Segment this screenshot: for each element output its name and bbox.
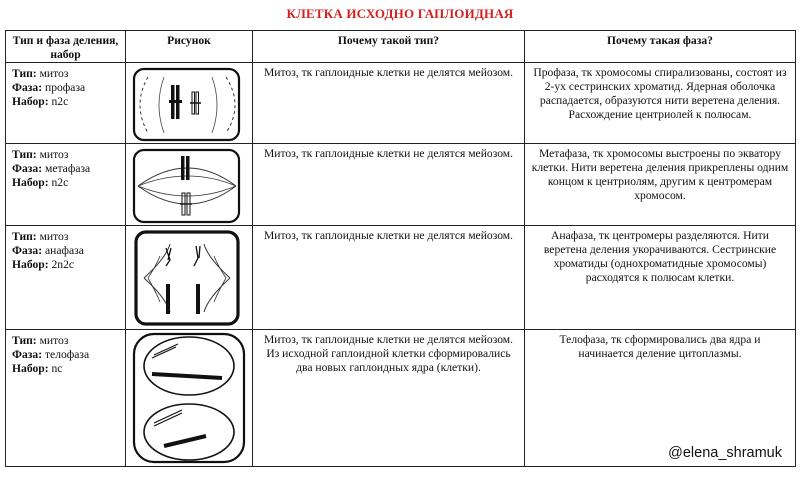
why-type-cell: Митоз, тк гаплоидные клетки не делятся мейозом. xyxy=(253,144,525,226)
type-value: митоз xyxy=(39,148,69,161)
set-value: n2c xyxy=(51,95,69,108)
type-value: митоз xyxy=(39,67,69,80)
drawing-cell xyxy=(126,144,253,226)
type-phase-cell: Тип: митоз Фаза: метафаза Набор: n2c xyxy=(6,144,126,226)
header-drawing: Рисунок xyxy=(126,31,253,63)
metaphase-drawing xyxy=(126,144,253,226)
drawing-cell xyxy=(126,226,253,330)
telophase-drawing xyxy=(126,330,253,468)
type-value: митоз xyxy=(39,230,69,243)
table-row xyxy=(6,226,796,330)
header-why-phase: Почему такая фаза? xyxy=(525,31,796,63)
prophase-drawing xyxy=(126,63,253,144)
type-value: митоз xyxy=(39,334,69,347)
page-title: КЛЕТКА ИСХОДНО ГАПЛОИДНАЯ xyxy=(286,6,514,21)
header-type-phase: Тип и фаза деления, набор xyxy=(6,31,126,63)
set-value: 2n2c xyxy=(51,258,75,271)
drawing-cell xyxy=(126,330,253,467)
header-row xyxy=(6,31,796,63)
phase-value: метафаза xyxy=(44,162,91,175)
type-phase-cell: Тип: митоз Фаза: телофаза Набор: nc xyxy=(6,330,126,467)
phase-value: профаза xyxy=(44,81,86,94)
table-row xyxy=(6,63,796,144)
header-why-type: Почему такой тип? xyxy=(253,31,525,63)
type-phase-cell: Тип: митоз Фаза: профаза Набор: n2c xyxy=(6,63,126,144)
table-row xyxy=(6,144,796,226)
why-phase-cell: Профаза, тк хромосомы спирализованы, состоят из 2-ух сестринских хроматид. Ядерная оболочка распадается, образуются нити веретена деления. Расхождение центриолей к полюсам. xyxy=(525,63,796,144)
set-value: n2c xyxy=(51,176,69,189)
type-phase-cell: Тип: митоз Фаза: анафаза Набор: 2n2c xyxy=(6,226,126,330)
watermark: @elena_shramuk xyxy=(668,445,782,461)
phase-value: телофаза xyxy=(44,348,90,361)
set-value: nc xyxy=(51,362,63,375)
why-type-cell: Митоз, тк гаплоидные клетки не делятся мейозом. xyxy=(253,63,525,144)
why-type-cell: Митоз, тк гаплоидные клетки не делятся мейозом. Из исходной гаплоидной клетки сформировались два новых гаплоидных ядра (клетки). xyxy=(253,330,525,467)
cell-division-table xyxy=(5,30,796,467)
why-phase-cell: Метафаза, тк хромосомы выстроены по экватору клетки. Нити веретена деления прикреплены одним концом к центриолям, другим к центромерам хромосом. xyxy=(525,144,796,226)
why-phase-cell: Телофаза, тк сформировались два ядра и начинается деление цитоплазмы. xyxy=(525,330,796,467)
anaphase-drawing xyxy=(126,226,253,330)
drawing-cell xyxy=(126,63,253,144)
why-type-cell: Митоз, тк гаплоидные клетки не делятся мейозом. xyxy=(253,226,525,330)
phase-value: анафаза xyxy=(44,244,84,257)
why-phase-cell: Анафаза, тк центромеры разделяются. Нити веретена деления укорачиваются. Сестринские хроматиды (однохроматидные хромосомы) расходятся к полюсам клетки. xyxy=(525,226,796,330)
